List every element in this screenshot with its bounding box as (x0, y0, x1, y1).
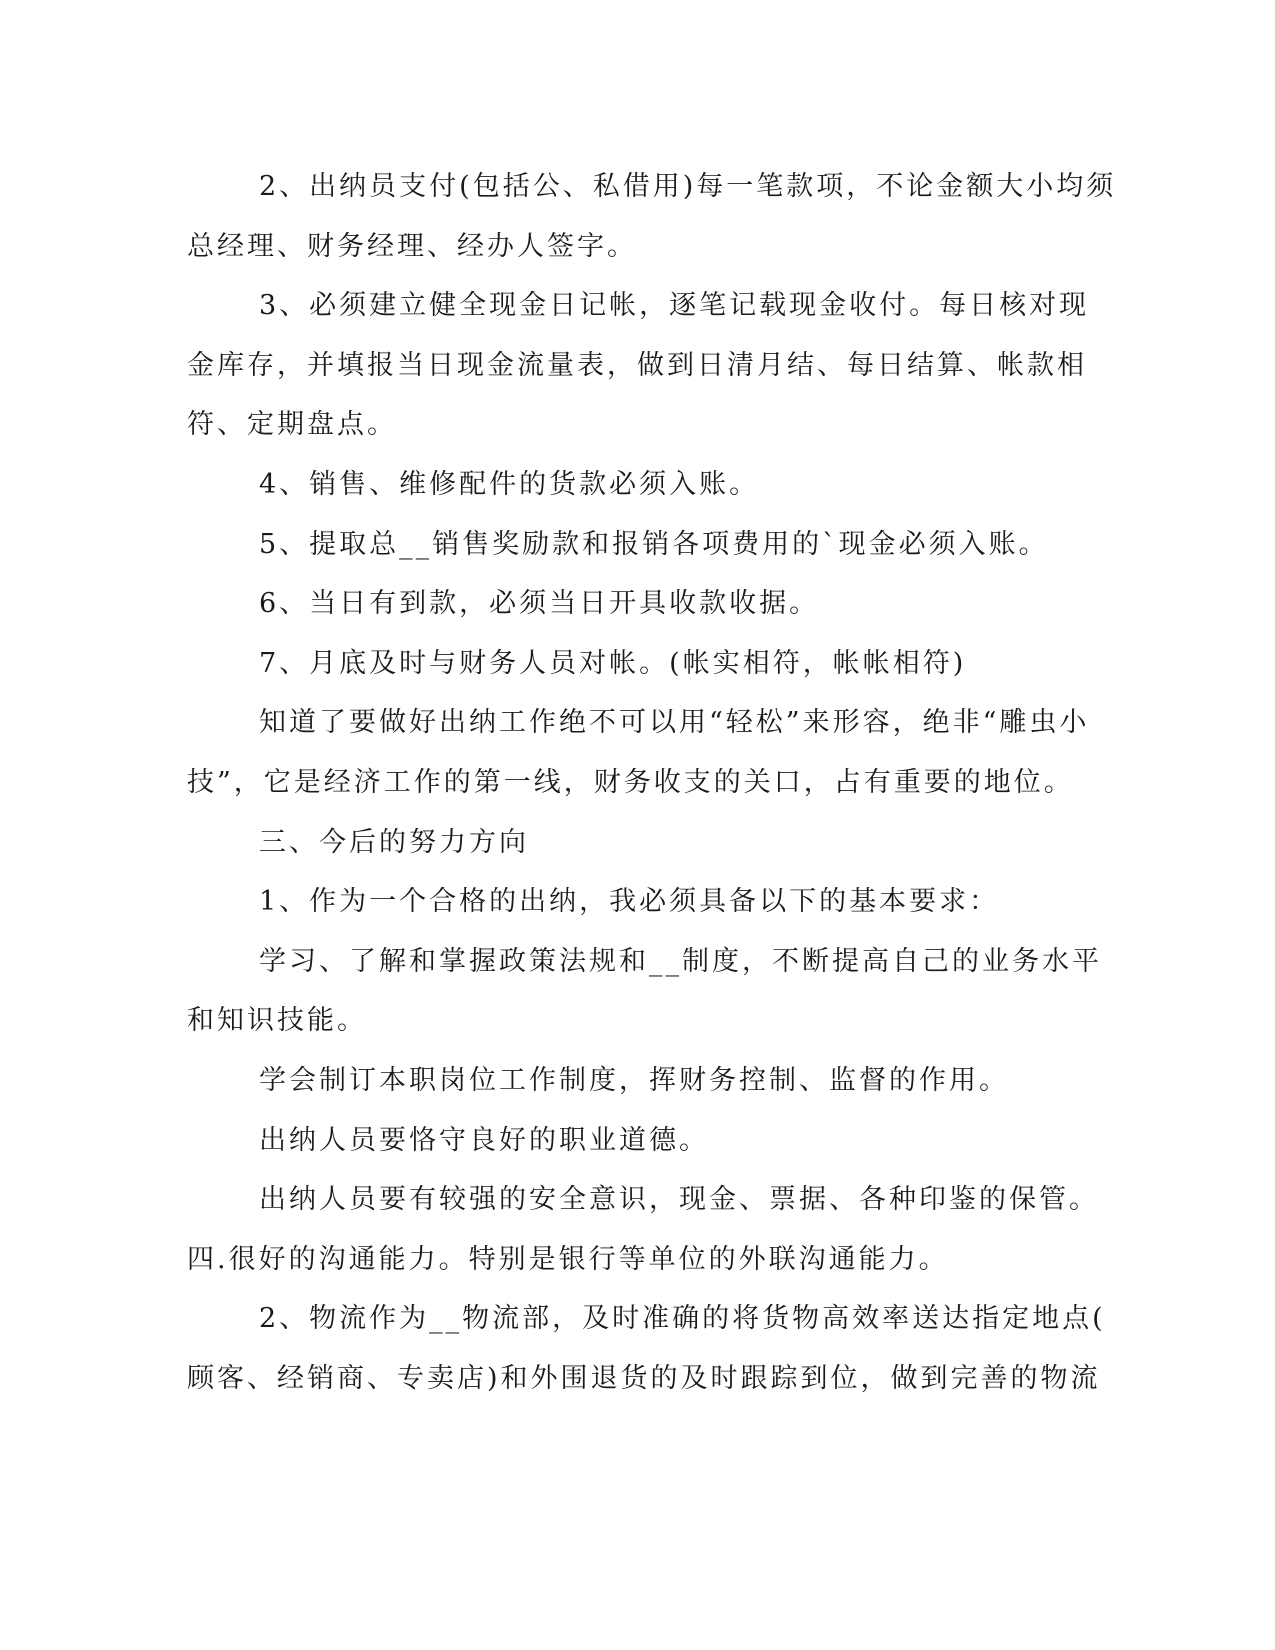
paragraph-line: 出纳人员要恪守良好的职业道德。 (259, 1124, 709, 1156)
paragraph-line: 知道了要做好出纳工作绝不可以用“轻松”来形容，绝非“雕虫小 (259, 707, 1090, 739)
paragraph-line: 顾客、经销商、专卖店)和外围退货的及时跟踪到位，做到完善的物流 (187, 1362, 1101, 1394)
document-body (187, 157, 1117, 1408)
paragraph-line: 2、出纳员支付(包括公、私借用)每一笔款项，不论金额大小均须 (259, 171, 1117, 202)
paragraph-line: 学会制订本职岗位工作制度，挥财务控制、监督的作用。 (259, 1064, 1009, 1096)
paragraph-line: 金库存，并填报当日现金流量表，做到日清月结、每日结算、帐款相 (187, 349, 1087, 381)
paragraph-line: 7、月底及时与财务人员对帐。(帐实相符，帐帐相符) (259, 647, 967, 679)
paragraph-line: 出纳人员要有较强的安全意识，现金、票据、各种印鉴的保管。 (259, 1184, 1099, 1216)
paragraph-line: 1、作为一个合格的出纳，我必须具备以下的基本要求： (259, 886, 1000, 918)
paragraph-line: 4、销售、维修配件的货款必须入账。 (259, 468, 760, 500)
paragraph-line: 2、物流作为__物流部，及时准确的将货物高效率送达指定地点( (259, 1303, 1106, 1335)
paragraph-line: 5、提取总__销售奖励款和报销各项费用的`现金必须入账。 (259, 528, 1049, 560)
paragraph-line: 6、当日有到款，必须当日开具收款收据。 (259, 588, 820, 620)
paragraph-line: 技”，它是经济工作的第一线，财务收支的关口，占有重要的地位。 (187, 766, 1074, 798)
paragraph-line: 3、必须建立健全现金日记帐，逐笔记载现金收付。每日核对现 (259, 290, 1090, 322)
section-heading: 三、今后的努力方向 (259, 826, 529, 858)
paragraph-line: 学习、了解和掌握政策法规和__制度，不断提高自己的业务水平 (259, 945, 1102, 977)
paragraph-line: 符、定期盘点。 (187, 409, 397, 441)
paragraph-line: 总经理、财务经理、经办人签字。 (187, 230, 637, 262)
paragraph-line: 和知识技能。 (187, 1005, 367, 1037)
paragraph-line: 四.很好的沟通能力。特别是银行等单位的外联沟通能力。 (187, 1243, 949, 1275)
